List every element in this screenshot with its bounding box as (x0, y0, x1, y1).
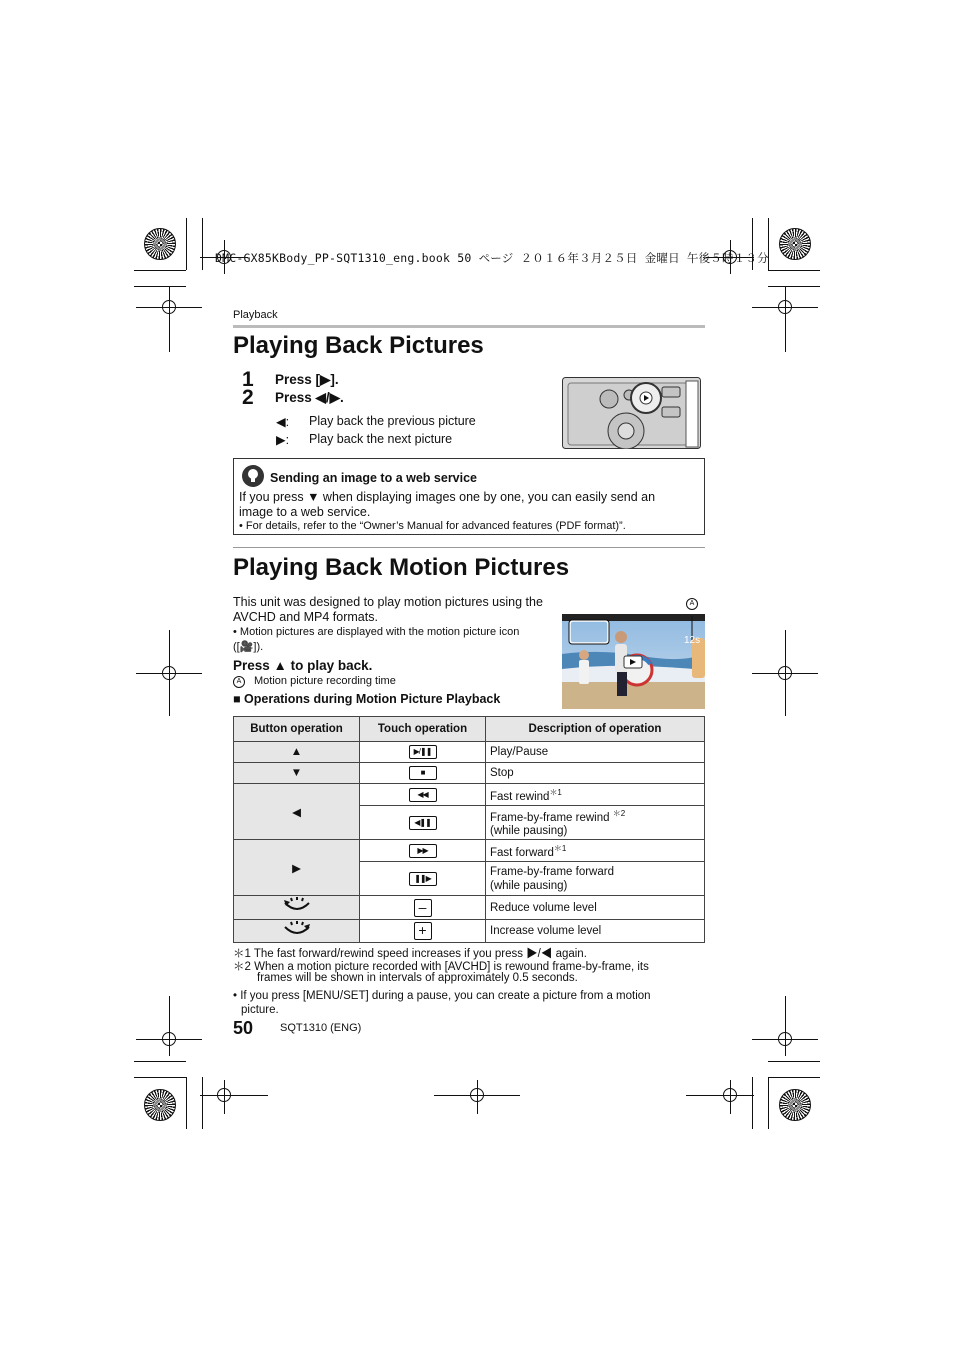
item-text: Play back the next picture (309, 432, 453, 446)
operation-description: Fast rewind (490, 790, 550, 803)
playback-screen-illustration (562, 614, 705, 709)
registration-sunburst-icon (144, 228, 176, 260)
play-pause-icon: ▶/❚❚ (409, 745, 437, 759)
operation-description: Play/Pause (486, 742, 705, 763)
step-number: 1 (242, 368, 254, 391)
final-note: • If you press [MENU/SET] during a pause, you can create a picture from a motion (233, 990, 651, 1002)
item-symbol: ▶: (276, 433, 290, 447)
item-text: Play back the previous picture (309, 414, 476, 428)
step-text: Press ▲ to play back. (233, 658, 373, 673)
operation-note: (while pausing) (490, 825, 568, 838)
table-row (234, 784, 705, 806)
volume-down-icon: – (414, 899, 432, 917)
table-row (234, 920, 705, 943)
operation-description: Stop (486, 763, 705, 784)
volume-up-icon: + (414, 922, 432, 940)
table-header: Touch operation (360, 717, 486, 742)
callout-letter: A (686, 598, 698, 610)
registration-sunburst-icon (779, 228, 811, 260)
doc-code: SQT1310 (ENG) (280, 1022, 362, 1034)
footnote-ref: ＊1 (553, 843, 567, 853)
registration-sunburst-icon (144, 1089, 176, 1121)
step-text: Press [▶]. (275, 372, 339, 387)
intro-text: This unit was designed to play motion pictures using the AVCHD and MP4 formats. (233, 595, 543, 624)
dial-left-icon (234, 896, 360, 920)
section-label: Playback (233, 309, 278, 321)
footnote-ref: ＊2 (612, 808, 626, 818)
registration-sunburst-icon (779, 1089, 811, 1121)
operation-description: Increase volume level (486, 920, 705, 943)
footnote-ref: ＊1 (549, 787, 562, 797)
operation-description: Reduce volume level (486, 896, 705, 920)
print-header-line: DMC-GX85KBody_PP-SQT1310_eng.book 50 ページ ２０１６年３月２５日 金曜日 午後５時１３分 (215, 251, 769, 265)
table-row (234, 840, 705, 862)
table-row (234, 896, 705, 920)
footnote: ＊1 The fast forward/rewind speed increases if you press ▶/◀ again. (233, 948, 587, 960)
tip-note: • For details, refer to the “Owner’s Manual for advanced features (PDF format)”. (239, 520, 626, 532)
fast-forward-icon: ▶▶ (409, 844, 437, 858)
tip-heading: Sending an image to a web service (270, 471, 478, 485)
tip-box (233, 458, 705, 535)
lightbulb-icon (242, 465, 264, 487)
final-note: picture. (241, 1004, 279, 1016)
step-text: Press ◀/▶. (275, 390, 344, 405)
table-row (234, 742, 705, 763)
table-header: Description of operation (486, 717, 705, 742)
stop-icon: ■ (409, 766, 437, 780)
frame-rewind-icon: ◀❚❚ (409, 816, 437, 830)
frame-forward-icon: ❚❚▶ (409, 872, 437, 886)
callout-letter: A (233, 676, 245, 688)
recording-time-label: 12s (684, 635, 701, 646)
camera-back-illustration (562, 377, 701, 449)
table-row (234, 763, 705, 784)
footnote: ＊2 When a motion picture recorded with [AVCHD] is rewound frame-by-frame, its (233, 961, 649, 973)
tip-body: If you press ▼ when displaying images one by one, you can easily send an image to a web service. (239, 490, 656, 519)
section-divider (233, 547, 705, 548)
item-symbol: ◀: (276, 415, 290, 429)
button-right-icon: ▶ (234, 840, 360, 896)
page-number: 50 (233, 1018, 254, 1038)
operation-description: Frame-by-frame rewind (490, 811, 610, 824)
top-rule (233, 325, 705, 328)
table-header: Button operation (234, 717, 360, 742)
section-title: Playing Back Motion Pictures (233, 554, 570, 581)
footnote: frames will be shown in intervals of approximately 0.5 seconds. (257, 972, 578, 984)
operation-description: Frame-by-frame forward (490, 865, 614, 878)
page-title: Playing Back Pictures (233, 332, 484, 359)
callout-text: Motion picture recording time (254, 675, 396, 687)
operation-description: Fast forward (490, 846, 554, 859)
ops-heading: ■ Operations during Motion Picture Playback (233, 692, 501, 706)
step-number: 2 (242, 386, 254, 409)
operations-table (233, 716, 705, 943)
operation-note: (while pausing) (490, 879, 568, 892)
button-down-icon: ▼ (234, 763, 360, 784)
bullet-text: • Motion pictures are displayed with the motion picture icon ([🎥]). (233, 626, 520, 653)
button-up-icon: ▲ (234, 742, 360, 763)
dial-right-icon (234, 920, 360, 943)
button-left-icon: ◀ (234, 784, 360, 840)
fast-rewind-icon: ◀◀ (409, 788, 437, 802)
